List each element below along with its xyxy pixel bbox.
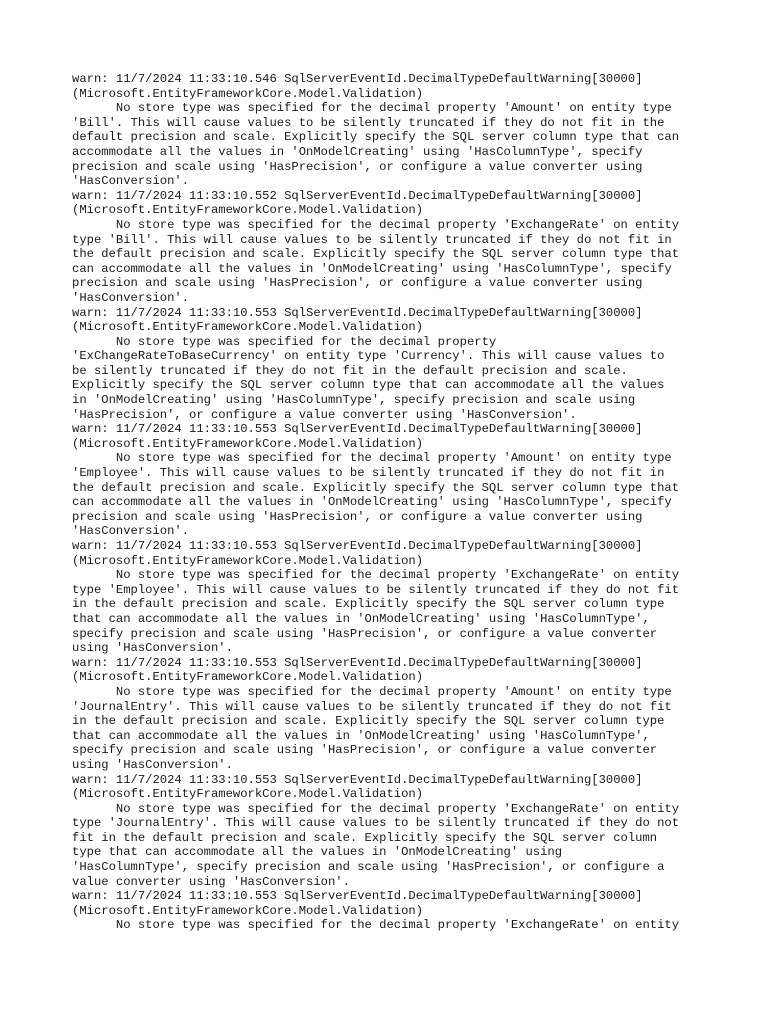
warning-category-line: (Microsoft.EntityFrameworkCore.Model.Validation) bbox=[72, 787, 424, 802]
warning-message-line: 'ExChangeRateToBaseCurrency' on entity type 'Currency'. This will cause values to bbox=[72, 349, 665, 364]
warning-message-line: Explicitly specify the SQL server column type that can accommodate all the values bbox=[72, 378, 665, 393]
warning-message-line: the default precision and scale. Explicitly specify the SQL server column type that bbox=[72, 247, 680, 262]
warning-message-line: No store type was specified for the decimal property 'ExchangeRate' on entity bbox=[72, 217, 680, 232]
warning-message-line: using 'HasConversion'. bbox=[72, 757, 233, 772]
warning-message-line: can accommodate all the values in 'OnModelCreating' using 'HasColumnType', specify bbox=[72, 495, 672, 510]
log-entry bbox=[72, 773, 712, 890]
warning-message-line: default precision and scale. Explicitly specify the SQL server column type that can bbox=[72, 130, 680, 145]
warning-message-line: No store type was specified for the decimal property 'Amount' on entity type bbox=[72, 101, 672, 116]
warning-category-line: (Microsoft.EntityFrameworkCore.Model.Validation) bbox=[72, 903, 424, 918]
warning-message-line: that can accommodate all the values in 'OnModelCreating' using 'HasColumnType', bbox=[72, 611, 650, 626]
warning-message-line: using 'HasConversion'. bbox=[72, 641, 233, 656]
warning-message-line: precision and scale using 'HasPrecision', or configure a value converter using bbox=[72, 276, 643, 291]
warning-message-line: No store type was specified for the decimal property 'ExchangeRate' on entity bbox=[72, 568, 680, 583]
warning-header-line: warn: 11/7/2024 11:33:10.553 SqlServerEventId.DecimalTypeDefaultWarning[30000] bbox=[72, 655, 643, 670]
warning-header-line: warn: 11/7/2024 11:33:10.553 SqlServerEventId.DecimalTypeDefaultWarning[30000] bbox=[72, 539, 643, 553]
warning-message-line: 'Bill'. This will cause values to be silently truncated if they do not fit in the bbox=[72, 115, 665, 130]
warning-header-line: warn: 11/7/2024 11:33:10.552 SqlServerEventId.DecimalTypeDefaultWarning[30000] bbox=[72, 188, 643, 203]
warning-category-line: (Microsoft.EntityFrameworkCore.Model.Validation) bbox=[72, 553, 424, 568]
warning-category-line: (Microsoft.EntityFrameworkCore.Model.Validation) bbox=[72, 436, 424, 451]
log-entry bbox=[72, 306, 712, 423]
warning-category-line: (Microsoft.EntityFrameworkCore.Model.Validation) bbox=[72, 320, 424, 335]
warning-message-line: No store type was specified for the decimal property 'ExchangeRate' on entity bbox=[72, 801, 680, 816]
warning-message-line: in the default precision and scale. Explicitly specify the SQL server column type bbox=[72, 597, 665, 612]
warning-message-line: 'HasPrecision', or configure a value converter using 'HasConversion'. bbox=[72, 407, 577, 422]
warning-message-line: accommodate all the values in 'OnModelCreating' using 'HasColumnType', specify bbox=[72, 144, 643, 159]
warning-category-line: (Microsoft.EntityFrameworkCore.Model.Validation) bbox=[72, 670, 424, 685]
warning-message-line: specify precision and scale using 'HasPrecision', or configure a value converter bbox=[72, 626, 658, 641]
warning-message-line: 'JournalEntry'. This will cause values to be silently truncated if they do not fit bbox=[72, 699, 672, 714]
warning-message-line: precision and scale using 'HasPrecision', or configure a value converter using bbox=[72, 159, 643, 174]
warning-header-line: warn: 11/7/2024 11:33:10.553 SqlServerEventId.DecimalTypeDefaultWarning[30000] bbox=[72, 772, 643, 787]
warning-message-line: No store type was specified for the decimal property 'ExchangeRate' on entity bbox=[72, 918, 680, 933]
warning-message-line: 'HasConversion'. bbox=[72, 174, 190, 189]
warning-message-line: type 'Employee'. This will cause values to be silently truncated if they do not fit bbox=[72, 582, 680, 597]
warning-message-line: 'HasConversion'. bbox=[72, 524, 190, 539]
warning-message-line: fit in the default precision and scale. Explicitly specify the SQL server column bbox=[72, 830, 658, 845]
warning-message-line: the default precision and scale. Explicitly specify the SQL server column type that bbox=[72, 480, 680, 495]
warning-message-line: can accommodate all the values in 'OnModelCreating' using 'HasColumnType', specify bbox=[72, 261, 672, 276]
warning-category-line: (Microsoft.EntityFrameworkCore.Model.Validation) bbox=[72, 203, 424, 218]
warning-message-line: that can accommodate all the values in 'OnModelCreating' using 'HasColumnType', bbox=[72, 728, 650, 743]
warning-message-line: 'HasConversion'. bbox=[72, 290, 190, 305]
warning-category-line: (Microsoft.EntityFrameworkCore.Model.Validation) bbox=[72, 86, 424, 101]
warning-header-line: warn: 11/7/2024 11:33:10.553 SqlServerEventId.DecimalTypeDefaultWarning[30000] bbox=[72, 889, 643, 904]
warning-message-line: No store type was specified for the decimal property 'Amount' on entity type bbox=[72, 451, 672, 466]
warning-message-line: value converter using 'HasConversion'. bbox=[72, 874, 350, 889]
warning-message-line: type that can accommodate all the values in 'OnModelCreating' using bbox=[72, 845, 563, 860]
warning-message-line: No store type was specified for the decimal property 'Amount' on entity type bbox=[72, 684, 672, 699]
warning-header-line: warn: 11/7/2024 11:33:10.546 SqlServerEventId.DecimalTypeDefaultWarning[30000] bbox=[72, 72, 643, 86]
log-entry bbox=[72, 72, 712, 189]
log-entry bbox=[72, 539, 712, 656]
warning-message-line: 'HasColumnType', specify precision and scale using 'HasPrecision', or configure a bbox=[72, 860, 665, 875]
log-entry bbox=[72, 656, 712, 773]
warning-message-line: specify precision and scale using 'HasPrecision', or configure a value converter bbox=[72, 743, 658, 758]
log-entry bbox=[72, 189, 712, 306]
warning-message-line: in the default precision and scale. Explicitly specify the SQL server column type bbox=[72, 714, 665, 729]
warning-message-line: be silently truncated if they do not fit in the default precision and scale. bbox=[72, 363, 628, 378]
warning-message-line: 'Employee'. This will cause values to be silently truncated if they do not fit in bbox=[72, 466, 665, 481]
warning-message-line: No store type was specified for the decimal property bbox=[72, 334, 497, 349]
warning-message-line: in 'OnModelCreating' using 'HasColumnType', specify precision and scale using bbox=[72, 393, 636, 408]
warning-message-line: precision and scale using 'HasPrecision', or configure a value converter using bbox=[72, 509, 643, 524]
warning-header-line: warn: 11/7/2024 11:33:10.553 SqlServerEventId.DecimalTypeDefaultWarning[30000] bbox=[72, 422, 643, 437]
warning-message-line: type 'JournalEntry'. This will cause values to be silently truncated if they do not bbox=[72, 816, 680, 831]
log-entry bbox=[72, 889, 712, 933]
log-document bbox=[72, 72, 712, 933]
warning-message-line: type 'Bill'. This will cause values to be silently truncated if they do not fit in bbox=[72, 232, 672, 247]
warning-header-line: warn: 11/7/2024 11:33:10.553 SqlServerEventId.DecimalTypeDefaultWarning[30000] bbox=[72, 305, 643, 320]
log-entry bbox=[72, 422, 712, 539]
